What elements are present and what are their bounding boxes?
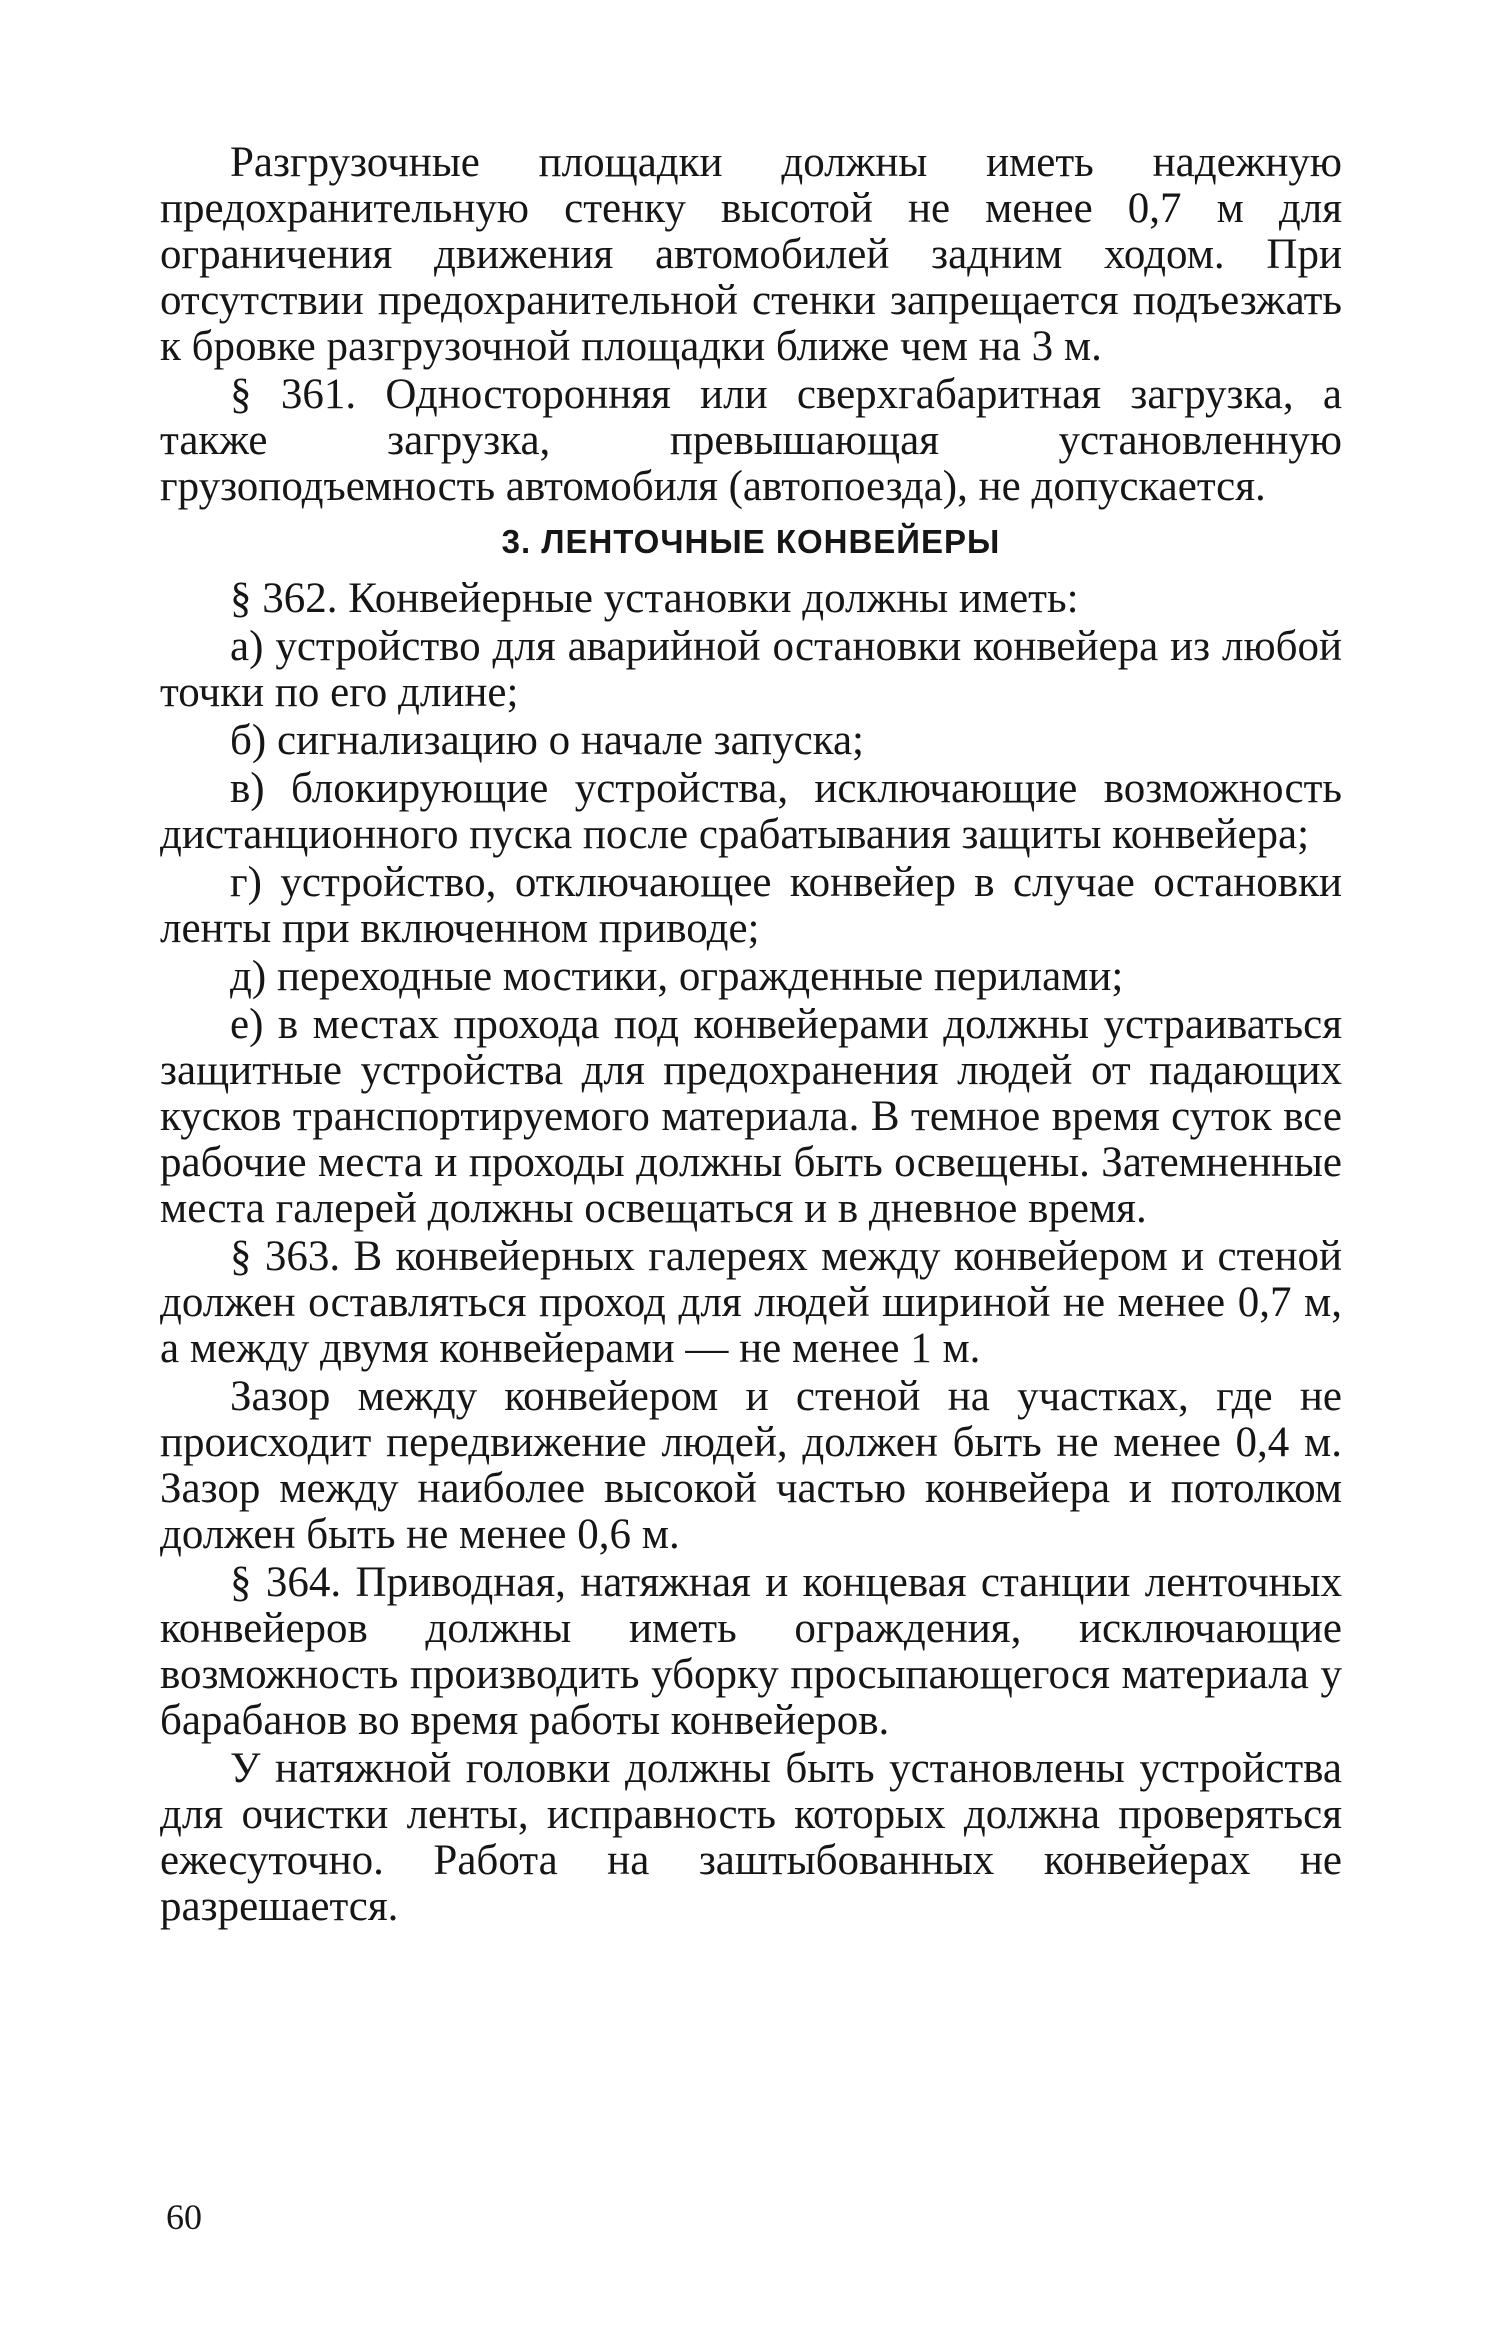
list-item-b: б) сигнализацию о начале запуска;: [230, 717, 864, 764]
paragraph-clearance: Зазор между конвейером и стеной на участках, где не происходит передвижение людей, должен быть не менее 0,4 м. Зазор между наиболее высокой частью конвейера и потолком должен быть не менее 0,6 м.: [160, 1373, 1342, 1558]
list-item-e: е) в местах прохода под конвейерами должны устраиваться защитные устройства для предохранения людей от падающих кусков транспортируемого материала. В темное время суток все рабочие места и проходы должны быть освещены. Затемненные места галерей должны освещаться и в дневное время.: [160, 1001, 1342, 1232]
paragraph-section-362: § 362. Конвейерные установки должны иметь:: [230, 575, 1079, 622]
paragraph-unloading-platforms: Разгрузочные площадки должны иметь надежную предохранительную стенку высотой не менее 0,7 м для ограничения движения автомобилей задним ходом. При отсутствии предохранительной стенки запрещается подъезжать к бровке разгрузочной площадки ближе чем на 3 м.: [160, 139, 1342, 370]
list-item-a: а) устройство для аварийной остановки конвейера из любой точки по его длине;: [160, 623, 1342, 716]
paragraph-section-363: § 363. В конвейерных галереях между конвейером и стеной должен оставляться проход для людей шириной не менее 0,7 м, а между двумя конвейерами — не менее 1 м.: [160, 1233, 1342, 1372]
list-item-v: в) блокирующие устройства, исключающие возможность дистанционного пуска после срабатывания защиты конвейера;: [160, 765, 1342, 858]
list-item-g: г) устройство, отключающее конвейер в случае остановки ленты при включенном приводе;: [160, 859, 1342, 952]
page-number: 60: [166, 2197, 202, 2237]
paragraph-tension-head: У натяжной головки должны быть установлены устройства для очистки ленты, исправность которых должна проверяться ежесуточно. Работа на заштыбованных конвейерах не разрешается.: [160, 1745, 1342, 1930]
list-item-d: д) переходные мостики, огражденные перилами;: [230, 953, 1124, 1000]
page-body: [160, 140, 1342, 1930]
paragraph-section-361: § 361. Односторонняя или сверхгабаритная загрузка, а также загрузка, превышающая установленную грузоподъемность автомобиля (автопоезда), не допускается.: [160, 371, 1342, 510]
paragraph-section-364: § 364. Приводная, натяжная и концевая станции ленточных конвейеров должны иметь ограждения, исключающие возможность производить уборку просыпающегося материала у барабанов во время работы конвейеров.: [160, 1559, 1342, 1744]
section-heading: 3. ЛЕНТОЧНЫЕ КОНВЕЙЕРЫ: [501, 523, 1001, 560]
